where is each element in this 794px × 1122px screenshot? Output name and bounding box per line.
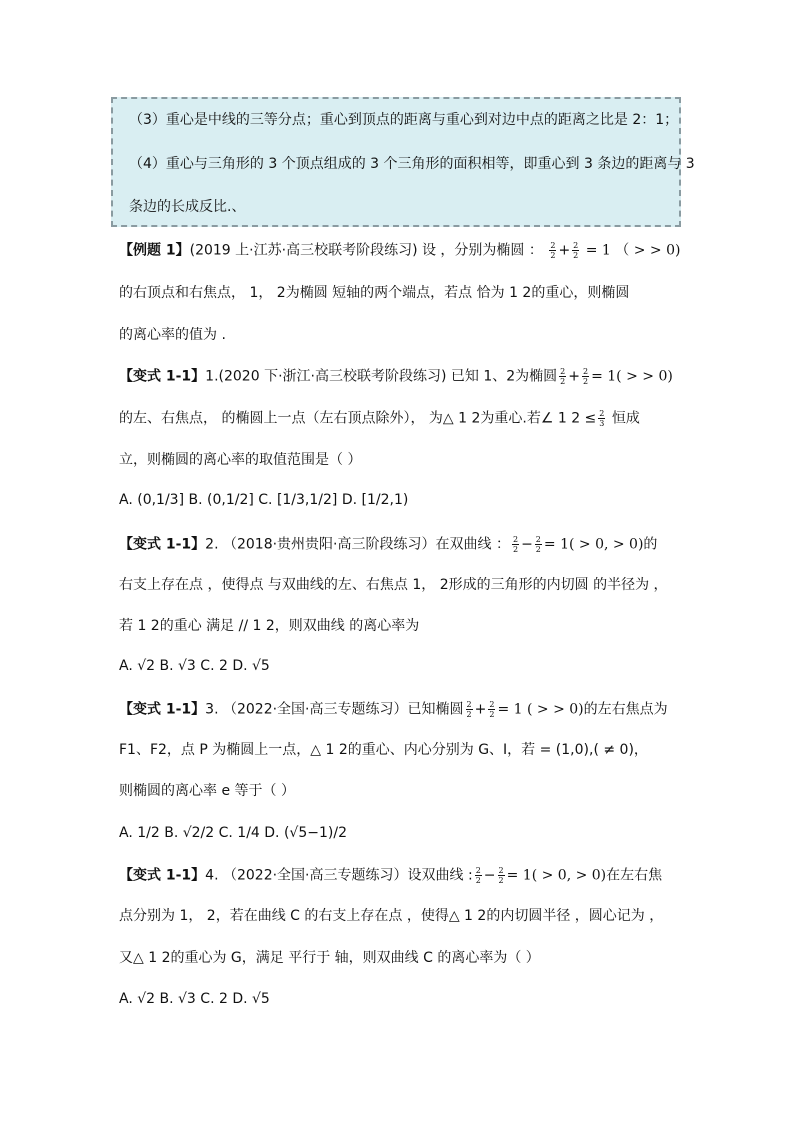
variant-1-options: A. (0,1/3] B. (0,1/2] C. [1/3,1/2] D. [1/2,1) <box>119 492 409 508</box>
variant-1-line-1: 【变式 1-1】1.(2020 下·浙江·高三校联考阶段练习) 已知 1、2为椭圆 $\frac{2}{2}$ + $\frac{2}{2}$ = 1( > > 0) <box>119 367 673 386</box>
box-line-4: （4）重心与三角形的 3 个顶点组成的 3 个三角形的面积相等，即重心到 3 条边的距离与 3 <box>129 156 695 172</box>
variant-4-tag: 【变式 1-1】 <box>119 867 206 884</box>
variant-4-line-1: 【变式 1-1】4. （2022·全国·高三专题练习）设双曲线 : $\frac{2}{2}$ − $\frac{2}{2}$ = 1( > 0, > 0)在左右焦 <box>119 866 663 885</box>
variant-2-options: A. √2 B. √3 C. 2 D. √5 <box>119 658 270 674</box>
fraction: $\frac{2}{3}$ <box>599 409 605 428</box>
fraction: $\frac{2}{2}$ <box>489 700 495 719</box>
variant-2-tag: 【变式 1-1】 <box>119 536 206 553</box>
variant-3-line-1: 【变式 1-1】3. （2022·全国·高三专题练习）已知椭圆 $\frac{2}{2}$ + $\frac{2}{2}$ = 1 ( > > 0)的左右焦点为 <box>119 700 668 719</box>
fraction: $\frac{2}{2}$ <box>475 866 481 885</box>
example-1-line-3: 的离心率的值为 . <box>119 327 226 343</box>
fraction: $\frac{2}{2}$ <box>512 535 519 554</box>
variant-3-line-3: 则椭圆的离心率 e 等于（ ） <box>119 783 295 799</box>
variant-2-line-1: 【变式 1-1】2. （2018·贵州贵阳·高三阶段练习）在双曲线 ： $\frac{2}{2}$ − $\frac{2}{2}$ = 1( > 0, > 0)的 <box>119 535 658 554</box>
highlight-box <box>111 97 695 227</box>
variant-4-line-3: 又△ 1 2的重心为 G，满足 平行于 轴，则双曲线 C 的离心率为（ ） <box>119 950 540 966</box>
variant-1-line-3: 立，则椭圆的离心率的取值范围是（ ） <box>119 452 362 468</box>
fraction: $\frac{2}{2}$ <box>573 241 579 260</box>
variant-2-line-3: 若 1 2的重心 满足 // 1 2，则双曲线 的离心率为 <box>119 618 420 634</box>
example-1-tag: 【例题 1】 <box>119 242 190 259</box>
box-line-5: 条边的长成反比.、 <box>129 199 246 215</box>
variant-1-line-2: 的左、右焦点， 的椭圆上一点（左右顶点除外）， 为△ 1 2为重心.若∠ 1 2 ≤ $\frac{2}{3}$ 恒成 <box>119 409 640 428</box>
fraction: $\frac{2}{2}$ <box>466 700 472 719</box>
variant-3-line-2: F1、F2，点 P 为椭圆上一点，△ 1 2的重心、内心分别为 G、I，若 = (1,0),( ≠ 0)， <box>119 742 648 758</box>
fraction: $\frac{2}{2}$ <box>560 367 566 386</box>
variant-2-line-2: 右支上存在点 ，使得点 与双曲线的左、右焦点 1， 2形成的三角形的内切圆 的半径为 ， <box>119 577 668 593</box>
box-line-3: （3）重心是中线的三等分点；重心到顶点的距离与重心到对边中点的距离之比是 2：1； <box>129 112 679 128</box>
fraction: $\frac{2}{2}$ <box>498 866 504 885</box>
example-1-line-2: 的右顶点和右焦点， 1， 2为椭圆 短轴的两个端点，若点 恰为 1 2的重心，则椭圆 <box>119 285 630 301</box>
variant-1-tag: 【变式 1-1】 <box>119 368 206 385</box>
variant-4-line-2: 点分别为 1， 2，若在曲线 C 的右支上存在点 ，使得△ 1 2的内切圆半径 ，圆心记为 ， <box>119 908 664 924</box>
fraction: $\frac{2}{2}$ <box>582 367 589 386</box>
fraction: $\frac{2}{2}$ <box>550 241 556 260</box>
variant-4-options: A. √2 B. √3 C. 2 D. √5 <box>119 991 270 1007</box>
variant-3-options: A. 1/2 B. √2/2 C. 1/4 D. (√5−1)/2 <box>119 825 347 841</box>
variant-3-tag: 【变式 1-1】 <box>119 701 206 718</box>
fraction: $\frac{2}{2}$ <box>535 535 541 554</box>
example-1-line-1: 【例题 1】(2019 上·江苏·高三校联考阶段练习) 设 ，分别为椭圆 ： $\frac{2}{2}$ + $\frac{2}{2}$ = 1 （ > > 0) <box>119 241 681 260</box>
